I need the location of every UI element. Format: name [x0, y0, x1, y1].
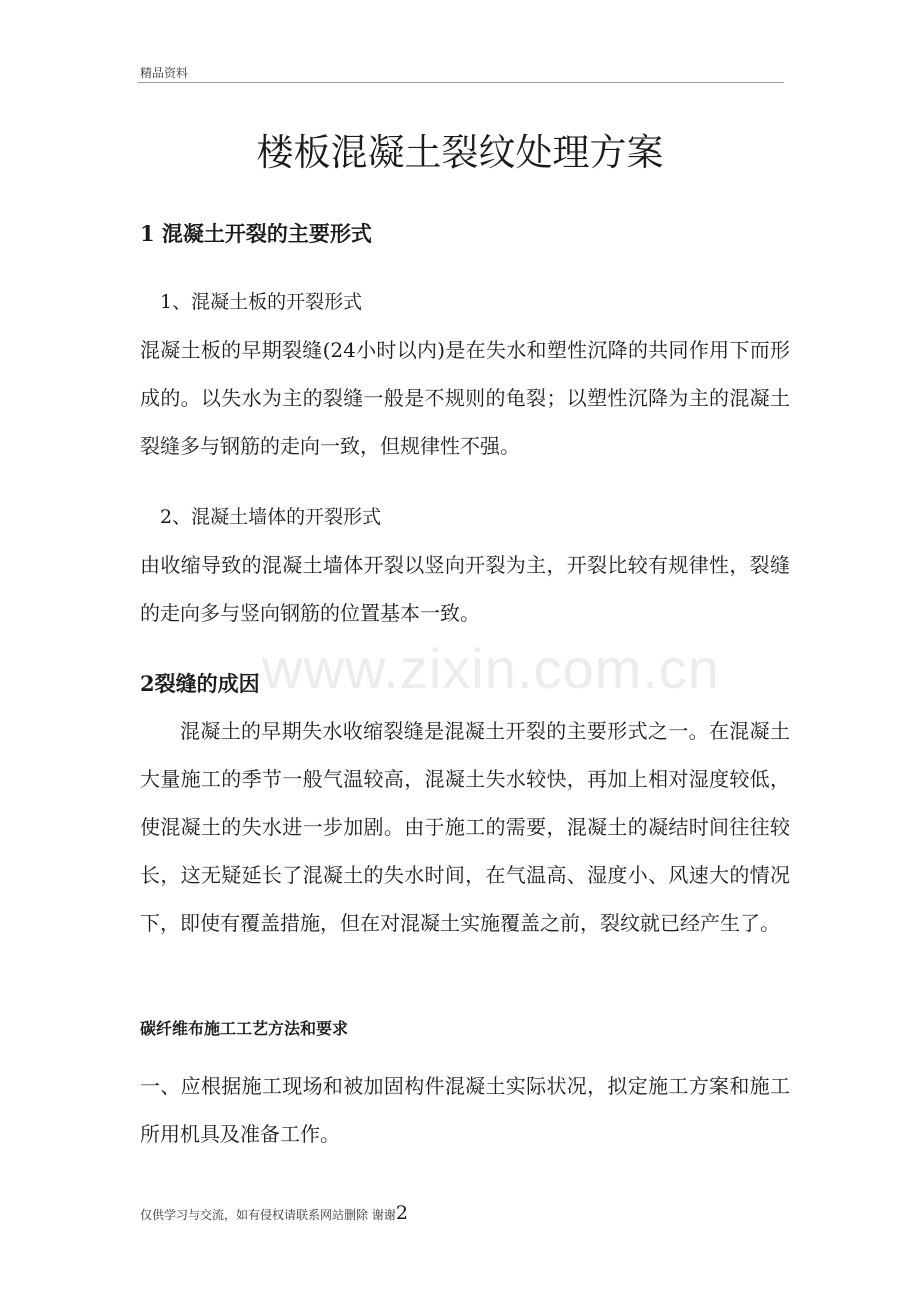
- paragraph-2: 由收缩导致的混凝土墙体开裂以竖向开裂为主，开裂比较有规律性，裂缝的走向多与竖向钢筋的位置基本一致。: [140, 553, 790, 625]
- header-divider: [138, 82, 784, 83]
- paragraph-4: 一、应根据施工现场和被加固构件混凝土实际状况，拟定施工方案和施工所用机具及准备工作。: [140, 1074, 790, 1146]
- section-heading-1: 1 混凝土开裂的主要形式: [140, 221, 372, 246]
- section-heading-2: 2裂缝的成因: [140, 671, 260, 696]
- header-label: 精品资料: [140, 66, 189, 80]
- footer: [140, 1202, 408, 1224]
- paragraph-3: 混凝土的早期失水收缩裂缝是混凝土开裂的主要形式之一。在混凝土大量施工的季节一般气温较高，混凝土失水较快，再加上相对湿度较低，使混凝土的失水进一步加剧。由于施工的需要，混凝土的凝结时间往往较长，这无疑延长了混凝土的失水时间，在气温高、湿度小、风速大的情况下，即使有覆盖措施，但在对混凝土实施覆盖之前，裂纹就已经产生了。: [140, 719, 790, 935]
- section-heading-3: 碳纤维布施工工艺方法和要求: [140, 1019, 349, 1038]
- footer-text: 仅供学习与交流，如有侵权请联系网站删除 谢谢: [140, 1208, 396, 1222]
- paragraph-1: 混凝土板的早期裂缝(24小时以内)是在失水和塑性沉降的共同作用下而形成的。以失水为主的裂缝一般是不规则的龟裂；以塑性沉降为主的混凝土裂缝多与钢筋的走向一致，但规律性不强。: [140, 338, 790, 458]
- watermark: www.zixin.com.cn: [262, 637, 720, 700]
- page-title: 楼板混凝土裂纹处理方案: [256, 131, 664, 174]
- page-number: 2: [395, 1202, 408, 1224]
- subheading-2: 2、混凝土墙体的开裂形式: [160, 506, 382, 528]
- subheading-1: 1、混凝土板的开裂形式: [160, 291, 363, 313]
